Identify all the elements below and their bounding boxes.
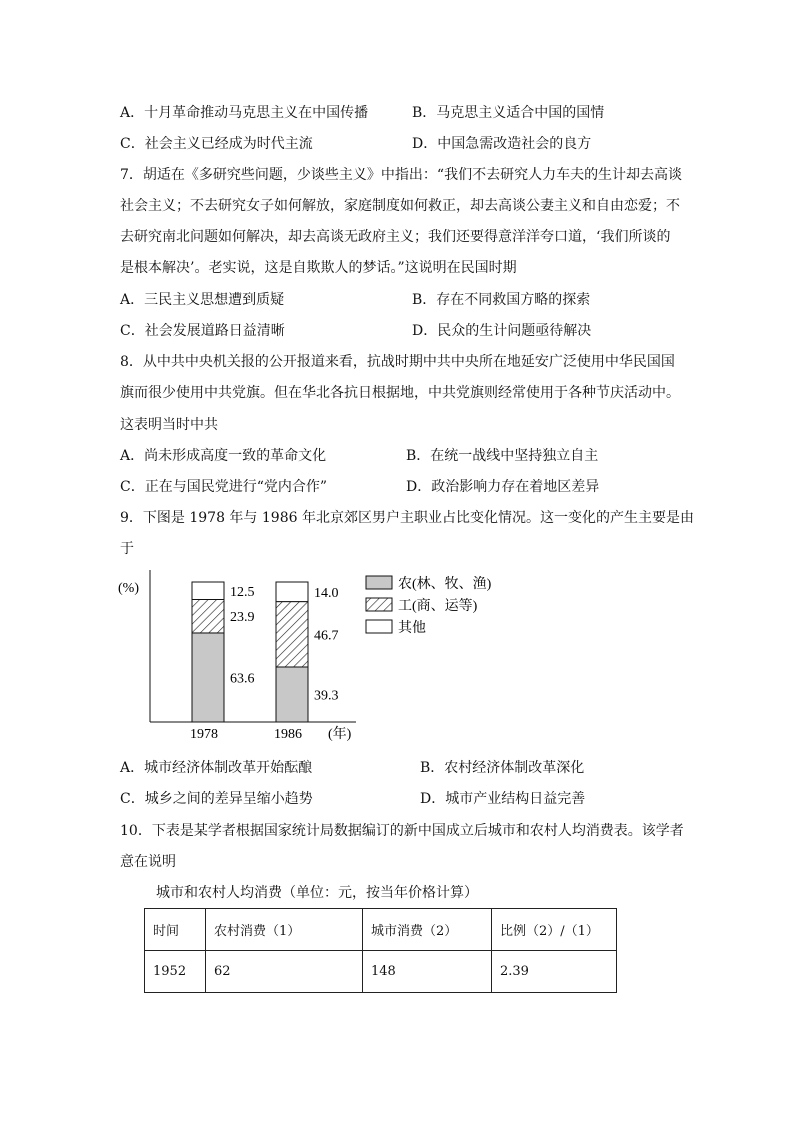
q7-option-a: A．三民主义思想遭到质疑 bbox=[120, 292, 285, 308]
q8-option-c: C．正在与国民党进行“党内合作” bbox=[120, 479, 328, 495]
data-label: 14.0 bbox=[314, 585, 339, 601]
bar-segment bbox=[192, 582, 224, 600]
q7-option-c: C．社会发展道路日益清晰 bbox=[120, 323, 285, 339]
q9-option-d: D．城市产业结构日益完善 bbox=[420, 791, 586, 807]
legend-swatch bbox=[366, 620, 392, 633]
q9-option-b: B．农村经济体制改革深化 bbox=[420, 760, 585, 776]
legend-label: 工(商、运等) bbox=[398, 599, 478, 614]
q7-option-d: D．民众的生计问题亟待解决 bbox=[412, 323, 592, 339]
q8-option-d: D．政治影响力存在着地区差异 bbox=[406, 479, 600, 495]
table-caption: 城市和农村人均消费（单位：元，按当年价格计算） bbox=[156, 885, 478, 901]
data-label: 46.7 bbox=[314, 628, 339, 644]
data-label: 63.6 bbox=[230, 671, 255, 687]
q8-option-b: B．在统一战线中坚持独立自主 bbox=[406, 448, 599, 464]
category-label: 1986 bbox=[274, 727, 302, 742]
q7-stem-line: 去研究南北问题如何解决，却去高谈无政府主义；我们还要得意洋洋夸口道，‘我们所谈的 bbox=[120, 229, 671, 245]
table-cell: 1952 bbox=[145, 951, 206, 993]
table-header-row bbox=[145, 909, 617, 951]
legend-swatch bbox=[366, 576, 392, 589]
q9-stem-line: 于 bbox=[120, 541, 134, 557]
q10-stem-line: 意在说明 bbox=[120, 854, 176, 870]
q9-stem-line: 9．下图是 1978 年与 1986 年北京郊区男户主职业占比变化情况。这一变化的产生主要是由 bbox=[120, 510, 694, 526]
consumption-table bbox=[144, 908, 617, 993]
q8-stem-line: 旗而很少使用中共党旗。但在华北各抗日根据地，中共党旗则经常使用于各种节庆活动中。 bbox=[120, 385, 680, 401]
data-label: 12.5 bbox=[230, 584, 255, 600]
q6-option-b: B．马克思主义适合中国的国情 bbox=[412, 105, 605, 121]
q7-stem-line: 7．胡适在《多研究些问题，少谈些主义》中指出：“我们不去研究人力车夫的生计却去高谈 bbox=[120, 167, 683, 183]
bar-segment bbox=[276, 667, 308, 722]
bar-segment bbox=[192, 633, 224, 722]
q8-stem-line: 8．从中共中央机关报的公开报道来看，抗战时期中共中央所在地延安广泛使用中华民国国 bbox=[120, 354, 675, 370]
category-label: 1978 bbox=[190, 727, 218, 742]
table-row bbox=[145, 951, 617, 993]
legend-swatch bbox=[366, 598, 392, 611]
bar-segment bbox=[276, 582, 308, 602]
y-axis-label: (%) bbox=[118, 581, 139, 596]
q10-stem-line: 10．下表是某学者根据国家统计局数据编订的新中国成立后城市和农村人均消费表。该学者 bbox=[120, 823, 684, 839]
q6-option-d: D．中国急需改造社会的良方 bbox=[412, 136, 592, 152]
table-header-cell: 城市消费（2） bbox=[363, 909, 492, 951]
q6-option-a: A．十月革命推动马克思主义在中国传播 bbox=[120, 105, 369, 121]
q7-stem-line: 是根本解决’。老实说，这是自欺欺人的梦话。”这说明在民国时期 bbox=[120, 260, 517, 276]
chart-legend bbox=[366, 575, 492, 636]
chart-bars bbox=[192, 582, 339, 722]
q9-option-c: C．城乡之间的差异呈缩小趋势 bbox=[120, 791, 313, 807]
data-label: 39.3 bbox=[314, 688, 339, 704]
q7-stem-line: 社会主义；不去研究女子如何解放，家庭制度如何救正，却去高谈公妻主义和自由恋爱；不 bbox=[120, 198, 680, 214]
legend-label: 农(林、牧、渔) bbox=[398, 577, 492, 592]
q8-stem-line: 这表明当时中共 bbox=[120, 417, 218, 433]
q6-option-c: C．社会主义已经成为时代主流 bbox=[120, 136, 313, 152]
q9-option-a: A．城市经济体制改革开始酝酿 bbox=[120, 760, 313, 776]
table-cell: 148 bbox=[363, 951, 492, 993]
q8-option-a: A．尚未形成高度一致的革命文化 bbox=[120, 448, 327, 464]
q7-option-b: B．存在不同救国方略的探索 bbox=[412, 292, 591, 308]
chart-category-labels bbox=[190, 727, 302, 742]
table-header-cell: 农村消费（1） bbox=[206, 909, 363, 951]
legend-label: 其他 bbox=[398, 621, 426, 636]
table-header-cell: 时间 bbox=[145, 909, 206, 951]
occupation-share-chart bbox=[110, 570, 530, 750]
bar-segment bbox=[276, 602, 308, 667]
x-axis-label: (年) bbox=[328, 727, 352, 742]
bar-segment bbox=[192, 600, 224, 633]
table-cell: 2.39 bbox=[492, 951, 617, 993]
table-header-cell: 比例（2）/（1） bbox=[492, 909, 617, 951]
data-label: 23.9 bbox=[230, 610, 255, 626]
table-cell: 62 bbox=[206, 951, 363, 993]
